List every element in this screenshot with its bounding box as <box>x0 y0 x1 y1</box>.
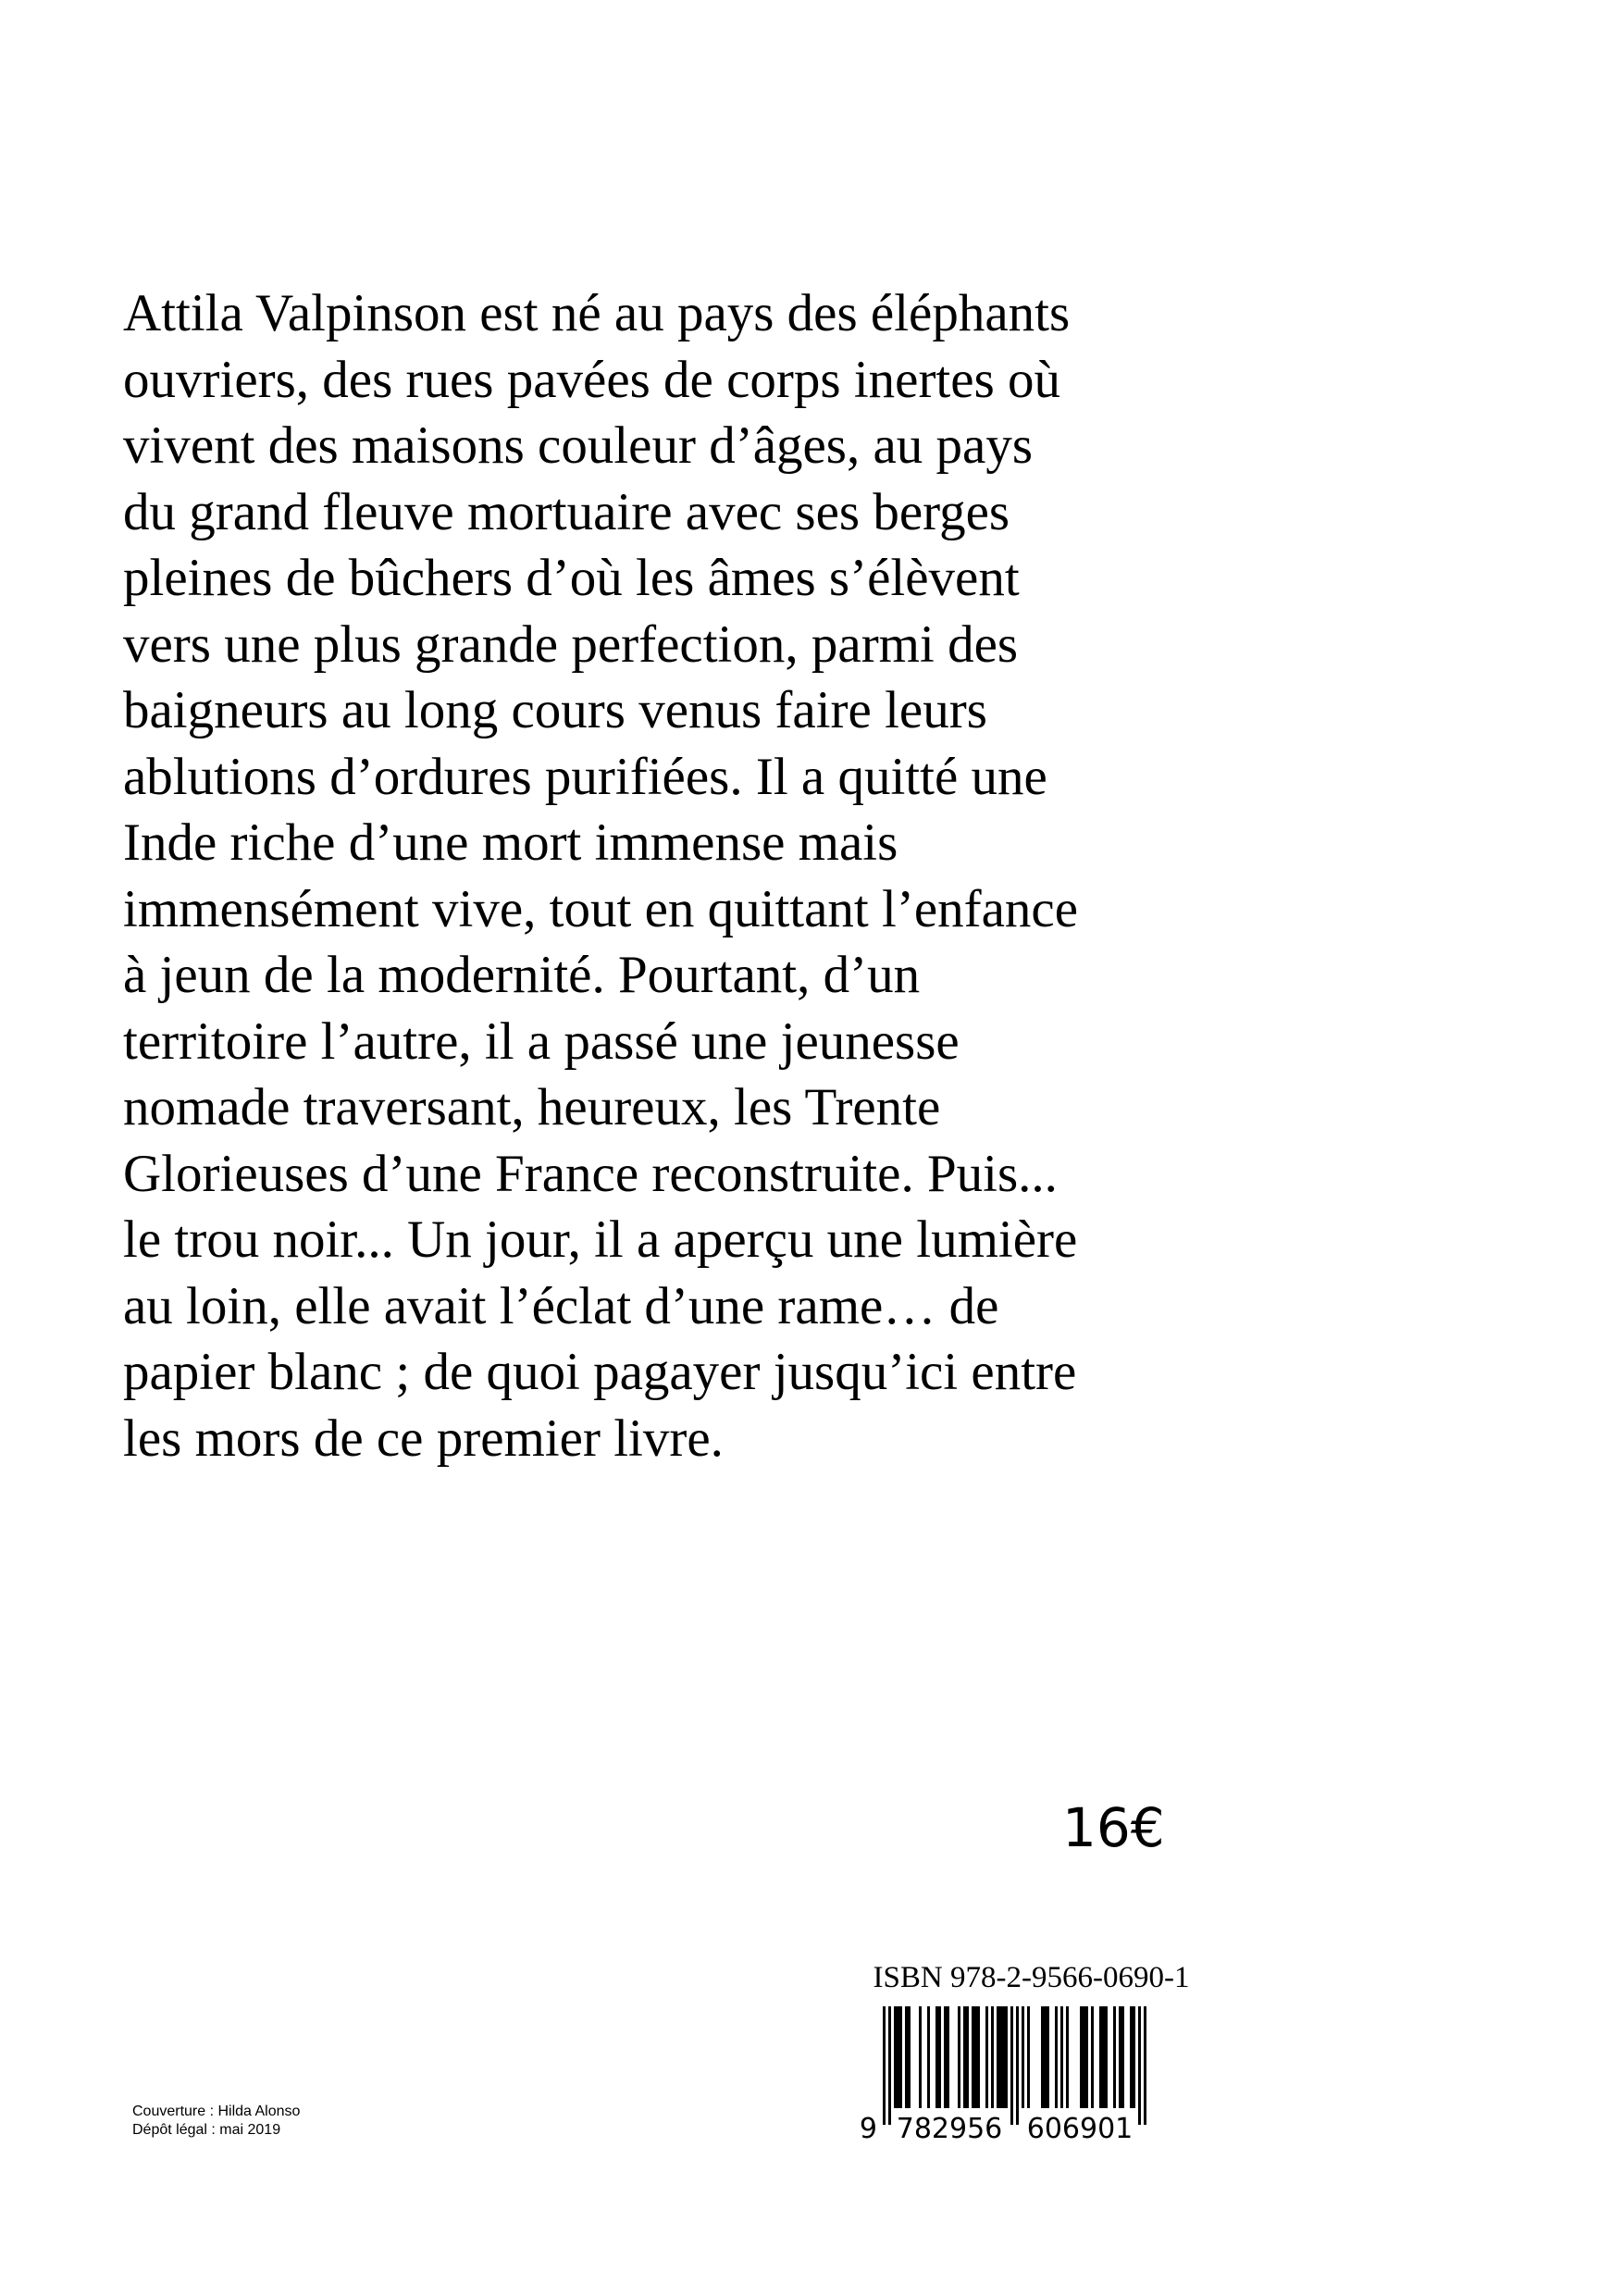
barcode-bar <box>972 2006 974 2108</box>
barcode-bar <box>997 2006 999 2108</box>
barcode-bar <box>894 2006 897 2108</box>
blurb-line: à jeun de la modernité. Pourtant, d’un <box>123 946 921 1004</box>
barcode-bar <box>1044 2006 1047 2108</box>
barcode-bar <box>999 2006 1002 2108</box>
barcode-bar <box>938 2006 941 2108</box>
barcode-bar <box>1027 2006 1030 2108</box>
blurb-line: au loin, elle avait l’éclat d’une rame… de <box>123 1276 999 1335</box>
barcode-bar <box>935 2006 938 2108</box>
blurb-line: baigneurs au long cours venus faire leurs <box>123 681 987 739</box>
barcode-bar <box>1102 2006 1105 2108</box>
barcode-bar <box>1080 2006 1083 2108</box>
blurb-line: Attila Valpinson est né au pays des éléphants <box>123 284 1071 342</box>
barcode-bar <box>927 2006 930 2108</box>
blurb-line: du grand fleuve mortuaire avec ses berges <box>123 482 1010 541</box>
barcode-bar <box>905 2006 908 2108</box>
barcode-bar <box>1105 2006 1108 2108</box>
barcode-bar <box>897 2006 899 2108</box>
barcode-bar <box>919 2006 922 2108</box>
blurb-line: vivent des maisons couleur d’âges, au pays <box>123 416 1033 475</box>
legal-deposit: Dépôt légal : mai 2019 <box>132 2122 281 2138</box>
barcode-bar <box>1022 2006 1024 2108</box>
barcode-bar <box>977 2006 980 2108</box>
barcode-bar <box>908 2006 911 2108</box>
barcode-bar <box>958 2006 960 2108</box>
isbn-label: ISBN 978-2-9566-0690-1 <box>873 1961 1190 1994</box>
barcode-bar <box>1002 2006 1005 2108</box>
barcode-bar <box>985 2006 988 2108</box>
price-label: 16€ <box>1062 1796 1165 1859</box>
barcode-bar <box>966 2006 969 2108</box>
barcode-bar <box>944 2006 947 2108</box>
barcode-bar <box>1041 2006 1044 2108</box>
blurb-line: vers une plus grande perfection, parmi des <box>123 614 1019 674</box>
barcode-bar <box>1085 2006 1088 2108</box>
barcode-bar <box>1133 2006 1135 2108</box>
barcode-bar <box>963 2006 966 2108</box>
barcode-bar <box>1055 2006 1058 2108</box>
blurb-line: ouvriers, des rues pavées de corps inertes où <box>123 350 1061 409</box>
blurb-line: ablutions d’ordures purifiées. Il a quitté une <box>123 747 1047 806</box>
barcode-digit-group: 782956 <box>896 2113 1003 2145</box>
barcode-bar <box>1066 2006 1069 2108</box>
barcode-digits <box>860 2113 1133 2145</box>
barcode-bar <box>1060 2006 1063 2108</box>
barcode-bar <box>1130 2006 1133 2108</box>
barcode-guard-bar <box>888 2006 891 2125</box>
blurb-line: immensément vive, tout en quittant l’enfance <box>123 879 1079 938</box>
cover-credit: Couverture : Hilda Alonso <box>132 2104 301 2119</box>
blurb-line: pleines de bûchers d’où les âmes s’élèvent <box>123 549 1020 607</box>
barcode-bar <box>1113 2006 1116 2108</box>
barcode-bar <box>947 2006 949 2108</box>
barcode-bar <box>1047 2006 1049 2108</box>
barcode-guard-bar <box>1010 2006 1013 2125</box>
barcode-guard-bar <box>1138 2006 1141 2125</box>
barcode-bar <box>1005 2006 1008 2108</box>
blurb-line: Inde riche d’une mort immense mais <box>123 813 898 872</box>
blurb-line: nomade traversant, heureux, les Trente <box>123 1078 941 1136</box>
barcode-bar <box>1119 2006 1121 2108</box>
back-cover-blurb <box>123 280 1511 1471</box>
barcode-bar <box>1099 2006 1102 2108</box>
ean13-barcode <box>851 2003 1203 2145</box>
credits-block <box>132 2103 300 2140</box>
blurb-line: les mors de ce premier livre. <box>123 1409 724 1468</box>
blurb-line: papier blanc ; de quoi pagayer jusqu’ici entre <box>123 1343 1077 1401</box>
barcode-bars <box>883 2006 1146 2125</box>
barcode-bar <box>991 2006 994 2108</box>
barcode-guard-bar <box>883 2006 886 2125</box>
barcode-bar <box>974 2006 977 2108</box>
blurb-line: le trou noir... Un jour, il a aperçu une lumière <box>123 1210 1078 1269</box>
barcode-bar <box>899 2006 902 2108</box>
barcode-bar <box>1121 2006 1124 2108</box>
blurb-line: Glorieuses d’une France reconstruite. Puis... <box>123 1144 1058 1203</box>
barcode-digit-group: 9 <box>859 2113 877 2145</box>
blurb-line: territoire l’autre, il a passé une jeunesse <box>123 1011 960 1071</box>
barcode-bar <box>1091 2006 1094 2108</box>
barcode-guard-bar <box>1144 2006 1146 2125</box>
barcode-digit-group: 606901 <box>1026 2113 1134 2145</box>
barcode-bar <box>1083 2006 1085 2108</box>
barcode-guard-bar <box>1016 2006 1019 2125</box>
